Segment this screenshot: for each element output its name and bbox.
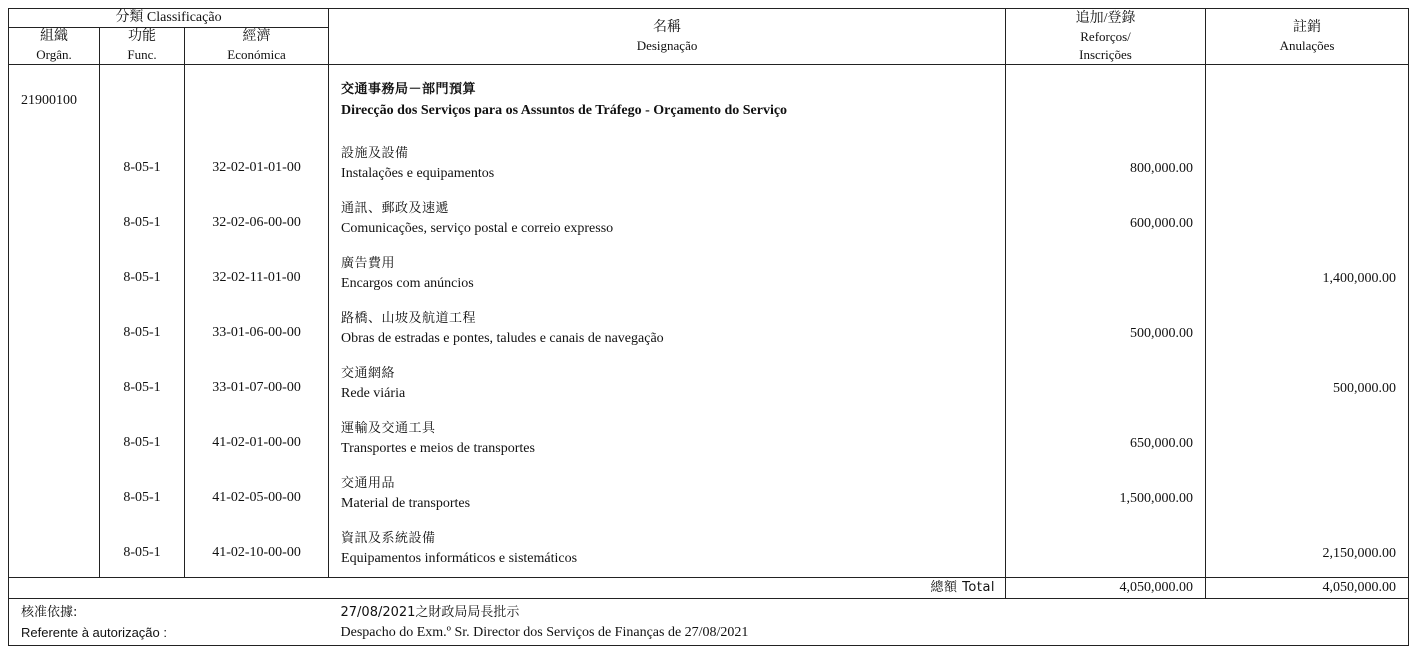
reinforcement-header bbox=[1006, 9, 1206, 65]
authorization-text-pt: Despacho do Exm.º Sr. Director dos Serviços de Finanças de 27/08/2021 bbox=[340, 624, 749, 640]
economic-code: 32-02-06-00-00 bbox=[185, 192, 329, 247]
item-name-pt: Obras de estradas e pontes, taludes e canais de navegação bbox=[341, 331, 664, 346]
reinforcement-amount: 600,000.00 bbox=[1006, 192, 1206, 247]
department-name bbox=[329, 65, 1006, 137]
cancellation-amount bbox=[1206, 137, 1409, 192]
table-row bbox=[9, 412, 1409, 467]
item-name-pt: Transportes e meios de transportes bbox=[341, 441, 535, 456]
table-row bbox=[9, 137, 1409, 192]
item-name bbox=[329, 412, 1006, 467]
item-name bbox=[329, 357, 1006, 412]
cancellation-amount: 500,000.00 bbox=[1206, 357, 1409, 412]
item-name bbox=[329, 467, 1006, 522]
reinforcement-amount: 1,500,000.00 bbox=[1006, 467, 1206, 522]
economic-code: 41-02-05-00-00 bbox=[185, 467, 329, 522]
economic-code: 32-02-11-01-00 bbox=[185, 247, 329, 302]
item-name-zh: 運輸及交通工具 bbox=[341, 421, 436, 436]
functional-code: 8-05-1 bbox=[100, 467, 185, 522]
reinforcement-amount: 500,000.00 bbox=[1006, 302, 1206, 357]
functional-code: 8-05-1 bbox=[100, 522, 185, 578]
table-row bbox=[9, 467, 1409, 522]
economic-header-zh: 經濟 bbox=[242, 29, 271, 44]
reinforcement-amount: 650,000.00 bbox=[1006, 412, 1206, 467]
reinforcement-amount bbox=[1006, 247, 1206, 302]
cancellation-amount: 1,400,000.00 bbox=[1206, 247, 1409, 302]
item-name-zh: 交通用品 bbox=[341, 476, 396, 491]
reinforcement-amount: 800,000.00 bbox=[1006, 137, 1206, 192]
budget-table bbox=[8, 8, 1409, 599]
item-name-pt: Instalações e equipamentos bbox=[341, 166, 495, 181]
economic-code: 41-02-10-00-00 bbox=[185, 522, 329, 578]
item-name bbox=[329, 522, 1006, 578]
item-name-pt: Comunicações, serviço postal e correio expresso bbox=[341, 221, 614, 236]
economic-code: 33-01-06-00-00 bbox=[185, 302, 329, 357]
total-row bbox=[9, 577, 1409, 598]
item-name bbox=[329, 247, 1006, 302]
department-name-pt: Direcção dos Serviços para os Assuntos de Tráfego - Orçamento do Serviço bbox=[341, 102, 788, 118]
total-label bbox=[9, 577, 1006, 598]
functional-code: 8-05-1 bbox=[100, 357, 185, 412]
reinforcement-amount bbox=[1006, 357, 1206, 412]
item-name-zh: 設施及設備 bbox=[341, 146, 409, 161]
department-code: 21900100 bbox=[9, 65, 100, 137]
designation-header bbox=[329, 9, 1006, 65]
table-row bbox=[9, 192, 1409, 247]
authorization-row bbox=[9, 599, 1409, 646]
organic-header-pt: Orgân. bbox=[36, 47, 72, 62]
designation-header-pt: Designação bbox=[636, 37, 698, 53]
cancellation-amount bbox=[1206, 467, 1409, 522]
functional-header bbox=[100, 28, 185, 65]
economic-code: 33-01-07-00-00 bbox=[185, 357, 329, 412]
header-row-1 bbox=[9, 9, 1409, 28]
reinforcement-header-pt1: Reforços/ bbox=[1080, 28, 1131, 44]
economic-header-pt: Económica bbox=[227, 47, 286, 62]
item-name-zh: 通訊、郵政及速遞 bbox=[341, 201, 450, 216]
total-label-text: 總額 Total bbox=[930, 579, 996, 595]
functional-code: 8-05-1 bbox=[100, 412, 185, 467]
department-row bbox=[9, 65, 1409, 137]
item-name-zh: 資訊及系統設備 bbox=[341, 531, 436, 546]
economic-code: 41-02-01-00-00 bbox=[185, 412, 329, 467]
cancellation-header-pt: Anulações bbox=[1279, 37, 1335, 53]
authorization-label-pt: Referente à autorização : bbox=[21, 624, 167, 640]
budget-document bbox=[8, 8, 1408, 646]
item-name-pt: Material de transportes bbox=[341, 496, 471, 511]
item-name-zh: 路橋、山坡及航道工程 bbox=[341, 311, 477, 326]
reinforcement-header-pt2: Inscrições bbox=[1079, 46, 1132, 62]
item-name-zh: 交通網絡 bbox=[341, 366, 396, 381]
item-name bbox=[329, 302, 1006, 357]
cancellation-amount: 2,150,000.00 bbox=[1206, 522, 1409, 578]
authorization-label-zh: 核准依據: bbox=[21, 604, 78, 620]
item-name-zh: 廣告費用 bbox=[341, 256, 396, 271]
organic-header bbox=[9, 28, 100, 65]
organic-header-zh: 組織 bbox=[40, 29, 68, 44]
classification-header: 分類 Classificação bbox=[9, 9, 329, 28]
functional-code: 8-05-1 bbox=[100, 192, 185, 247]
total-cancellation: 4,050,000.00 bbox=[1206, 577, 1409, 598]
functional-code: 8-05-1 bbox=[100, 302, 185, 357]
authorization-text-zh: 27/08/2021之財政局局長批示 bbox=[340, 604, 520, 620]
economic-code: 32-02-01-01-00 bbox=[185, 137, 329, 192]
item-name bbox=[329, 137, 1006, 192]
reinforcement-header-zh: 追加/登錄 bbox=[1075, 10, 1136, 26]
functional-code: 8-05-1 bbox=[100, 247, 185, 302]
cancellation-amount bbox=[1206, 192, 1409, 247]
item-name-pt: Rede viária bbox=[341, 386, 406, 401]
total-reinforcement: 4,050,000.00 bbox=[1006, 577, 1206, 598]
reinforcement-amount bbox=[1006, 522, 1206, 578]
department-name-zh: 交通事務局－部門預算 bbox=[341, 81, 477, 97]
functional-code: 8-05-1 bbox=[100, 137, 185, 192]
cancellation-header-zh: 註銷 bbox=[1293, 19, 1322, 35]
cancellation-amount bbox=[1206, 302, 1409, 357]
authorization-labels bbox=[9, 599, 329, 646]
table-row bbox=[9, 522, 1409, 578]
authorization-block bbox=[8, 599, 1409, 646]
item-name bbox=[329, 192, 1006, 247]
authorization-texts bbox=[329, 599, 1409, 646]
cancellation-header bbox=[1206, 9, 1409, 65]
economic-header bbox=[185, 28, 329, 65]
functional-header-zh: 功能 bbox=[128, 29, 156, 44]
table-row bbox=[9, 247, 1409, 302]
designation-header-zh: 名稱 bbox=[653, 19, 682, 35]
item-name-pt: Encargos com anúncios bbox=[341, 276, 474, 291]
cancellation-amount bbox=[1206, 412, 1409, 467]
table-row bbox=[9, 357, 1409, 412]
functional-header-pt: Func. bbox=[127, 47, 157, 62]
item-name-pt: Equipamentos informáticos e sistemáticos bbox=[341, 551, 578, 566]
table-row bbox=[9, 302, 1409, 357]
